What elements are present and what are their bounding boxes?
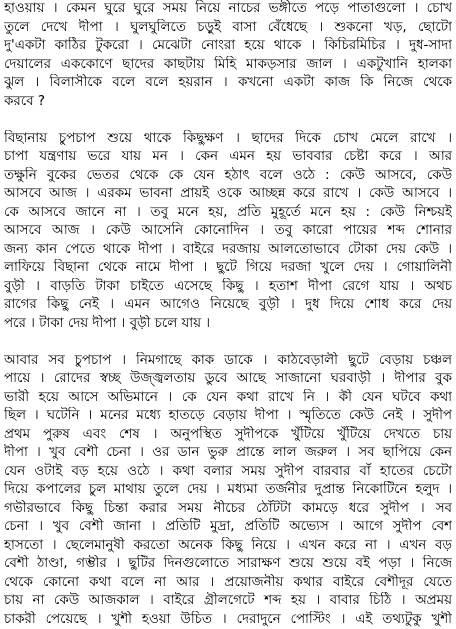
paragraph-gap [4, 111, 452, 130]
paragraph-gap [4, 333, 452, 352]
text-line: আসবে আজ । এরকম ভাবনা প্রায়ই ওকে আচ্ছন্ন করে রাখে । কেউ আসবে । [4, 185, 452, 204]
text-line: চেনা । খুব বেশী জানা । প্রতিটি মুদ্রা, প্রতিটি অভ্যেস । আগে সুদীপ বেশ [4, 518, 452, 537]
paragraph-2 [4, 130, 452, 334]
text-line: হাওয়ায় । কেমন ঘুরে ঘুরে সময় নিয়ে নাচের ভঙ্গীতে পড়ে পাতাগুলো । চোখ [4, 0, 452, 19]
text-line: যেন ওটাই বড় হয়ে ওঠে । কথা বলার সময় সুদীপ বারবার বাঁ হাতের চেটো [4, 463, 452, 482]
text-line: দু'একটা কাঠির টুকরো । মেঝেটা নোংরা হয়ে থাকে । কিচিরমিচির । দুধ-সাদা [4, 37, 452, 56]
text-line: বিছানায় চুপচাপ শুয়ে থাকে কিছুক্ষণ । ছাদের দিকে চোখ মেলে রাখে । [4, 130, 452, 149]
text-line: ছিল । ঘটেনি । মনের মধ্যে হাতড়ে বেড়ায় দীপা । স্মৃতিতে কেউ নেই । সুদীপ [4, 407, 452, 426]
text-line: পরে । টাকা দেয় দীপা । বুড়ী চলে যায় । [4, 315, 452, 334]
text-line: চাকরী পেয়েছে । খুশী হওয়া উচিত । দেরাদুনে পোস্টিং । এই তথ্যটুকু খুশী [4, 611, 452, 629]
text-line: আসবে আজ । কেউ আসেনি কোনোদিন । তবু কারো পায়ের শব্দ শোনার [4, 222, 452, 241]
text-line: দিয়ে কপালের চুল মাথায় তুলে দেয় । মধ্যমা তর্জনীর দুপ্রান্ত নিকোটিনে হলুদ । [4, 481, 452, 500]
text-line: জন্য কান পেতে থাকে দীপা । বাইরে দরজায় আলতোভাবে টোকা দেয় কেউ । [4, 241, 452, 260]
text-line: দেয়ালের এককোণে ছাদের কাছটায় মিহি মাকড়সার জাল । একটুখানি হালকা [4, 56, 452, 75]
text-line: তুলে দেখে দীপা । ঘুলঘুলিতে চড়ুই বাসা বেঁধেছে । শুকনো খড়, ছোটো [4, 19, 452, 38]
text-line: হাসতো । ছেলেমানুষী করতো অনেক কিছু নিয়ে । এখন করে না । এখন বড় [4, 537, 452, 556]
paragraph-3 [4, 352, 452, 629]
text-line: বুড়ী । বাড়তি টাকা চাইতে এসেছে কিছু । হতাশ দীপা রেগে যায় । অথচ [4, 278, 452, 297]
text-line: করবে ? [4, 93, 452, 112]
text-line: প্রথম পুরুষ এবং শেষ । অনুপস্থিত সুদীপকে খুঁটিয়ে খুঁটিয়ে দেখতে চায় [4, 426, 452, 445]
paragraph-1 [4, 0, 452, 111]
text-line: গভীরভাবে কিছু চিন্তা করার সময় নীচের ঠোঁটটা কামড়ে ধরে সুদীপ । সব [4, 500, 452, 519]
text-line: কে আসবে জানে না । তবু মনে হয়, প্রতি মুহূর্তে মনে হয় : কেউ নিশ্চয়ই [4, 204, 452, 223]
text-line: পায়ে । রোদের স্বচ্ছ উজ্জ্বলতায় ডুবে আছে সাজানো ঘরবাড়ী । দীপার বুক [4, 370, 452, 389]
text-line: দীপা । খুব বেশী চেনা । ওর ডান ভুরু প্রান্তে লাল জরুল । সব ছাপিয়ে কেন [4, 444, 452, 463]
text-line: ভারী হয়ে আসে অভিমানে । কে যেন কথা রাখে নি । কী যেন ঘটবে কথা [4, 389, 452, 408]
text-line: লাফিয়ে বিছানা থেকে নামে দীপা । ছুটে গিয়ে দরজা খুলে দেয় । গোয়ালিনী [4, 259, 452, 278]
text-line: আবার সব চুপচাপ । নিমগাছে কাক ডাকে । কাঠবেড়ালী ছুটে বেড়ায় চঞ্চল [4, 352, 452, 371]
text-line: ঝুল । বিলাসীকে বলে বলে হয়রান । কখনো একটা কাজ কি নিজে থেকে [4, 74, 452, 93]
text-line: চাপা যন্ত্রণায় ভরে যায় মন । কেন এমন হয় ভাববার চেষ্টা করে । আর [4, 148, 452, 167]
text-line: চায় না কেউ আজকাল । বাইরে গ্রীলগেটে শব্দ হয় । বাবার চিঠি । অপ্রময় [4, 592, 452, 611]
text-line: তক্ষুনি বুকের ভেতর থেকে কে যেন হঠাৎ বলে ওঠে : কেউ আসবে, কেউ [4, 167, 452, 186]
text-line: থেকে কোনো কথা বলে না আর । প্রয়োজনীয় কথার বাইরে বেশীদূর যেতে [4, 574, 452, 593]
text-line: রাগের কিছু নেই । এমন আগেও নিয়েছে বুড়ী । দুধ দিয়ে শোধ করে দেয় [4, 296, 452, 315]
text-line: বেশী ঠাণ্ডা, গম্ভীর । ছুটির দিনগুলোতে সারাক্ষণ শুয়ে শুয়ে বই পড়া । নিজে [4, 555, 452, 574]
